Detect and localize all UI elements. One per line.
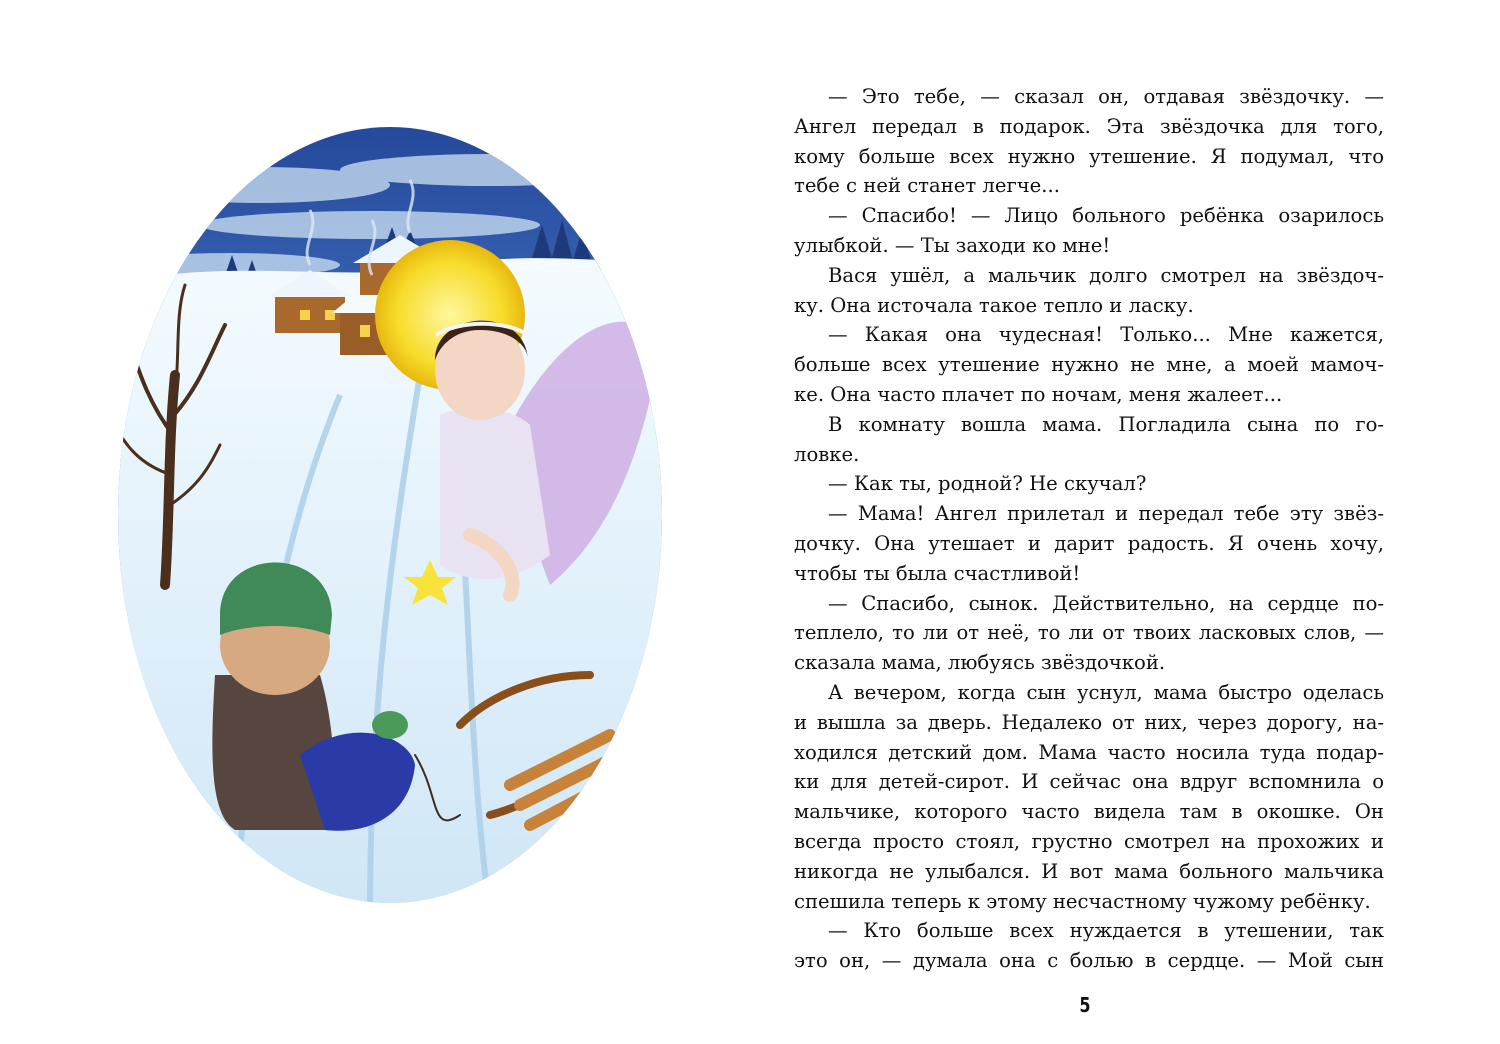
text-line: мальчике, которого часто видела там в окошке. Он	[794, 800, 1384, 824]
text-line: — Какая она чудесная! Только... Мне кажется,	[828, 323, 1384, 347]
text-line: ке. Она часто плачет по ночам, меня жалеет...	[794, 382, 1283, 406]
text-line: теплело, то ли от неё, то ли от твоих ласковых слов, —	[794, 621, 1384, 645]
text-line: сказала мама, любуясь звёздочкой.	[794, 651, 1166, 675]
text-line: всегда просто стоял, грустно смотрел на прохожих и	[794, 829, 1384, 853]
text-line: — Кто больше всех нуждается в утешении, так	[828, 919, 1384, 943]
text-line: это он, — думала она с болью в сердце. — Мой сын	[794, 949, 1384, 973]
text-line: ловке.	[794, 442, 860, 466]
text-line: Вася ушёл, а мальчик долго смотрел на звёздоч-	[828, 263, 1384, 287]
story-text	[794, 82, 1384, 976]
text-line: больше всех утешение нужно не мне, а моей мамоч-	[794, 353, 1384, 377]
text-line: кому больше всех нужно утешение. Я подумал, что	[794, 144, 1384, 168]
text-line: дочку. Она утешает и дарит радость. Я очень хочу,	[794, 531, 1384, 555]
text-line: — Как ты, родной? Не скучал?	[828, 472, 1147, 496]
text-line: — Спасибо, сынок. Действительно, на сердце по-	[828, 591, 1384, 615]
text-line: А вечером, когда сын уснул, мама быстро оделась	[828, 680, 1384, 704]
text-line: улыбкой. — Ты заходи ко мне!	[794, 233, 1111, 257]
text-line: — Мама! Ангел прилетал и передал тебе эту звёз-	[828, 502, 1384, 526]
text-line: ки для детей-сирот. И сейчас она вдруг вспомнила о	[794, 770, 1384, 794]
illustration	[110, 115, 670, 915]
text-line: и вышла за дверь. Недалеко от них, через дорогу, на-	[794, 710, 1384, 734]
text-line: чтобы ты была счастливой!	[794, 561, 1081, 585]
text-line: — Спасибо! — Лицо больного ребёнка озарилось	[828, 204, 1384, 228]
text-line: В комнату вошла мама. Погладила сына по го-	[828, 412, 1384, 436]
text-line: ку. Она источала такое тепло и ласку.	[794, 293, 1194, 317]
text-line: — Это тебе, — сказал он, отдавая звёздочку. —	[828, 85, 1384, 108]
text-line: тебе с ней станет легче...	[794, 174, 1060, 198]
text-line: ходился детский дом. Мама часто носила туда подар-	[794, 740, 1384, 764]
text-line: никогда не улыбался. И вот мама больного мальчика	[794, 859, 1384, 883]
text-line: спешила теперь к этому несчастному чужому ребёнку.	[794, 889, 1371, 913]
text-line: Ангел передал в подарок. Эта звёздочка для того,	[794, 114, 1384, 138]
page-number: 5	[1079, 993, 1091, 1017]
